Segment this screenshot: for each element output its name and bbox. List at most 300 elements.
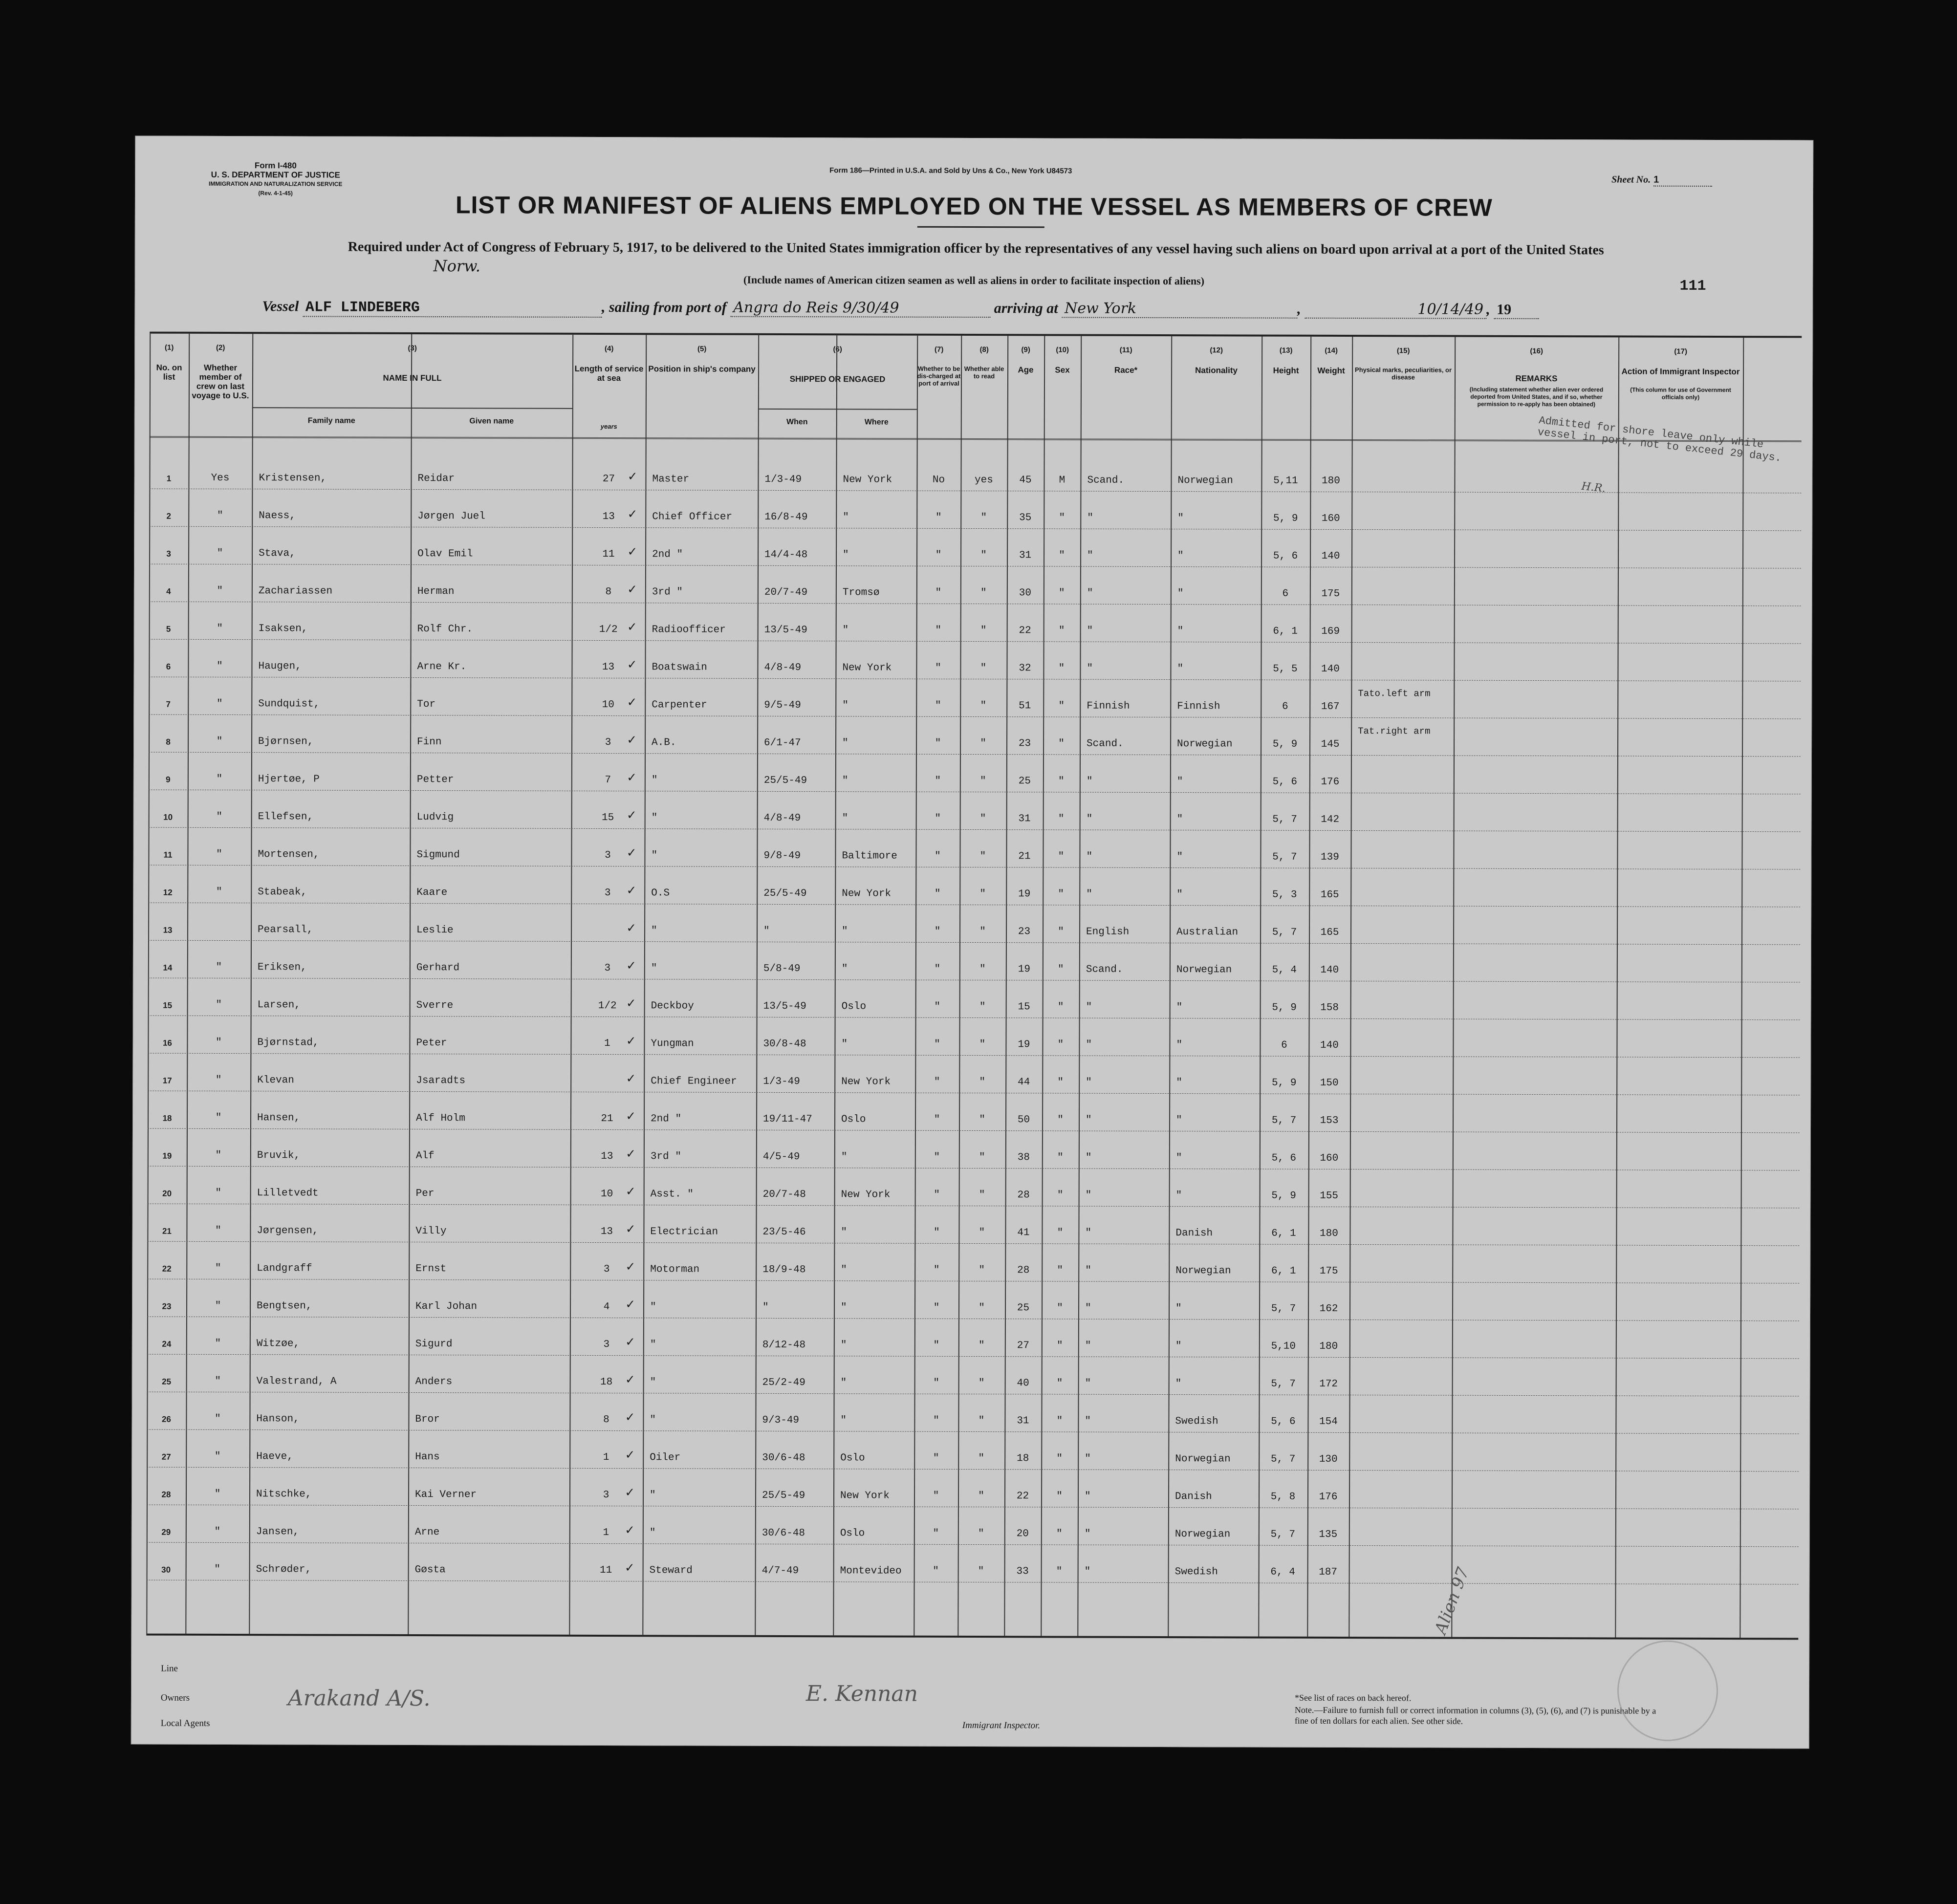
cell-marks <box>1349 1465 1458 1466</box>
cell-given: Petter <box>416 774 454 786</box>
cell-nat: " <box>1176 889 1183 901</box>
year-prefix: 19 <box>1494 302 1539 319</box>
cell-sex: " <box>1056 1491 1063 1502</box>
cell-weight: 172 <box>1319 1378 1338 1390</box>
cell-nat: Norwegian <box>1175 1265 1231 1277</box>
cell-given: Rolf Chr. <box>417 624 473 635</box>
table-row <box>147 1429 1799 1472</box>
cell-no: 15 <box>163 1000 173 1010</box>
cell-sex: " <box>1058 663 1065 674</box>
cell-where: " <box>842 700 848 712</box>
cell-prev: " <box>215 1413 221 1425</box>
cell-race: Scand. <box>1087 738 1124 750</box>
cell-nat: Finnish <box>1177 701 1220 713</box>
cell-weight: 180 <box>1319 1341 1338 1352</box>
cell-age: 31 <box>1017 1415 1029 1427</box>
cell-when: " <box>762 1301 769 1313</box>
cell-disch: " <box>933 1340 940 1351</box>
cell-read: " <box>980 587 987 599</box>
column-header: REMARKS <box>1515 373 1558 384</box>
cell-prev: " <box>215 1262 221 1274</box>
cell-where: Oslo <box>840 1452 865 1464</box>
cell-age: 22 <box>1016 1491 1029 1502</box>
cell-weight: 145 <box>1321 738 1340 750</box>
checkmark: ✓ <box>625 1523 634 1539</box>
cell-race: " <box>1086 1039 1092 1051</box>
cell-read: " <box>980 625 987 637</box>
cell-disch: " <box>933 1565 939 1577</box>
cell-family: Bengtsen, <box>257 1300 312 1312</box>
cell-height: 5, 7 <box>1272 814 1297 825</box>
cell-sex: " <box>1058 888 1065 900</box>
cell-pos: Radioofficer <box>652 624 726 636</box>
cell-marks <box>1351 524 1461 525</box>
cell-height: 5, 9 <box>1273 513 1298 524</box>
cell-race: " <box>1087 550 1093 562</box>
cell-sex: " <box>1057 1265 1064 1277</box>
cell-marks <box>1350 1164 1459 1165</box>
checkmark: ✓ <box>626 1147 635 1163</box>
cell-read: yes <box>975 475 993 486</box>
cell-marks <box>1350 938 1460 939</box>
cell-given: Tor <box>417 699 436 711</box>
cell-disch: " <box>933 1490 939 1502</box>
cell-when: 9/3-49 <box>762 1414 800 1427</box>
cell-when: 25/2-49 <box>762 1377 805 1389</box>
cell-race: " <box>1084 1528 1091 1540</box>
cell-given: Peter <box>416 1038 447 1049</box>
cell-pos: Chief Engineer <box>651 1076 737 1087</box>
cell-height: 5, 6 <box>1271 1152 1297 1164</box>
cell-when: 30/6-48 <box>762 1452 805 1464</box>
cell-read: " <box>980 550 987 562</box>
cell-marks <box>1351 825 1460 826</box>
cell-read: " <box>978 1302 985 1314</box>
cell-given: Ernst <box>415 1263 447 1275</box>
cell-marks <box>1349 1352 1459 1353</box>
cell-marks <box>1349 1540 1458 1541</box>
cell-nat: Danish <box>1175 1228 1213 1239</box>
cell-disch: " <box>933 1528 939 1539</box>
cell-sex: " <box>1058 776 1065 787</box>
checkmark: ✓ <box>626 1335 634 1351</box>
table-row <box>147 1317 1799 1359</box>
cell-sex: " <box>1058 964 1064 975</box>
checkmark: ✓ <box>627 1034 635 1050</box>
cell-where: " <box>841 1151 848 1163</box>
column-number: (2) <box>216 343 225 352</box>
cell-given: Bror <box>415 1414 440 1426</box>
cell-family: Kristensen, <box>259 473 327 484</box>
cell-given: Gerhard <box>416 962 460 974</box>
cell-marks <box>1350 1126 1459 1127</box>
cell-sex: " <box>1056 1566 1063 1578</box>
cell-when: 8/12-48 <box>762 1339 806 1351</box>
cell-where: Oslo <box>841 1114 866 1125</box>
cell-sex: " <box>1057 1227 1064 1239</box>
cell-years: 11 <box>602 549 615 561</box>
checkmark: ✓ <box>628 507 637 523</box>
cell-years: 15 <box>602 812 614 824</box>
cell-pos: Boatswain <box>652 662 707 673</box>
cell-pos: Master <box>652 474 690 485</box>
cell-age: 28 <box>1017 1190 1030 1201</box>
cell-no: 29 <box>161 1527 171 1537</box>
cell-pos: O.S <box>651 887 670 899</box>
cell-sex: " <box>1059 587 1065 599</box>
table-row <box>149 677 1801 719</box>
column-number: (4) <box>604 345 614 353</box>
cell-no: 9 <box>166 775 171 784</box>
cell-family: Landgraff <box>257 1263 312 1275</box>
column-header: Whether to be dis-charged at port of arrival <box>917 365 961 387</box>
cell-years: 8 <box>605 586 612 598</box>
cell-when: 4/7-49 <box>761 1565 799 1577</box>
table-row <box>147 1204 1799 1246</box>
cell-where: " <box>841 1302 847 1314</box>
cell-family: Schrøder, <box>256 1564 312 1576</box>
cell-race: " <box>1087 587 1093 599</box>
cell-nat: Australian <box>1176 927 1239 938</box>
cell-race: Finnish <box>1087 700 1130 712</box>
cell-family: Jansen, <box>256 1526 300 1538</box>
cell-weight: 180 <box>1320 1228 1338 1239</box>
cell-family: Witzøe, <box>256 1338 300 1350</box>
cell-pos: A.B. <box>652 737 676 749</box>
column-header: Whether member of crew on last voyage to U.S. <box>192 363 249 401</box>
cell-no: 22 <box>162 1264 172 1274</box>
cell-weight: 139 <box>1321 851 1339 863</box>
cell-given: Gøsta <box>414 1564 446 1576</box>
cell-nat: " <box>1177 550 1184 562</box>
table-row <box>149 602 1801 644</box>
cell-given: Arne <box>414 1527 440 1538</box>
table-row <box>147 1505 1799 1547</box>
cell-where: " <box>840 1415 847 1427</box>
cell-height: 6, 1 <box>1271 1228 1296 1239</box>
cell-weight: 142 <box>1321 814 1340 825</box>
checkmark: ✓ <box>628 733 636 749</box>
table-row <box>149 526 1801 569</box>
cell-where: " <box>842 775 848 787</box>
cell-age: 21 <box>1018 851 1031 863</box>
cell-sex: " <box>1056 1415 1063 1427</box>
cell-family: Haeve, <box>256 1451 293 1463</box>
cell-when: 4/8-49 <box>763 812 801 824</box>
cell-read: " <box>979 926 986 938</box>
cell-weight: 158 <box>1320 1002 1339 1014</box>
cell-disch: " <box>935 625 941 636</box>
cell-marks <box>1350 1051 1459 1052</box>
cell-read: " <box>980 663 987 674</box>
cell-weight: 165 <box>1320 889 1339 901</box>
checkmark: ✓ <box>626 1298 634 1313</box>
column-subheader: When <box>786 418 808 427</box>
cell-age: 40 <box>1017 1378 1029 1389</box>
cell-given: Karl Johan <box>415 1301 478 1313</box>
cell-prev: Yes <box>211 472 230 484</box>
cell-no: 7 <box>166 699 171 709</box>
cell-prev: " <box>214 1526 221 1537</box>
cell-sex: " <box>1057 1039 1064 1051</box>
cell-disch: " <box>934 1114 940 1125</box>
cell-years: 13 <box>602 662 615 673</box>
table-row <box>148 940 1800 983</box>
cell-weight: 140 <box>1321 550 1340 562</box>
cell-pos: " <box>651 963 657 974</box>
cell-race: " <box>1084 1566 1091 1578</box>
cell-disch: " <box>935 587 942 599</box>
cell-prev: " <box>216 736 223 747</box>
cell-nat: " <box>1177 626 1184 637</box>
cell-no: 28 <box>161 1490 171 1499</box>
cell-height: 5, 7 <box>1270 1529 1296 1540</box>
cell-when: 14/4-48 <box>764 549 808 561</box>
footer-agents: Local Agents <box>160 1718 210 1729</box>
cell-age: 41 <box>1017 1227 1030 1239</box>
column-header: Length of service at sea <box>574 364 644 383</box>
table-row <box>148 1091 1800 1133</box>
cell-years: 3 <box>605 737 611 749</box>
cell-height: 5, 9 <box>1271 1077 1297 1089</box>
column-header: Sex <box>1055 365 1070 375</box>
cell-pos: 2nd " <box>651 1113 682 1125</box>
receipt-stamp <box>1617 1640 1718 1741</box>
cell-when: 18/9-48 <box>762 1264 806 1276</box>
cell-no: 2 <box>166 511 172 521</box>
cell-weight: 130 <box>1319 1453 1338 1465</box>
cell-years: 10 <box>602 699 614 711</box>
cell-family: Klevan <box>257 1075 294 1086</box>
cell-pos: " <box>650 1490 656 1501</box>
cell-given: Per <box>415 1188 435 1200</box>
cell-sex: " <box>1056 1378 1063 1389</box>
cell-weight: 162 <box>1319 1303 1338 1315</box>
checkmark: ✓ <box>626 1260 635 1276</box>
cell-where: New York <box>840 1490 890 1502</box>
cell-sex: " <box>1057 1302 1063 1314</box>
cell-when: 25/5-49 <box>763 887 807 900</box>
cell-disch: No <box>932 474 945 486</box>
sheet-label: Sheet No. <box>1611 174 1651 185</box>
cell-prev: " <box>216 773 223 785</box>
cell-no: 19 <box>162 1151 172 1161</box>
cell-disch: " <box>934 1151 940 1163</box>
column-header: NAME IN FULL <box>383 373 442 383</box>
cell-read: " <box>980 512 987 524</box>
cell-race: " <box>1087 663 1093 674</box>
cell-no: 1 <box>166 474 172 483</box>
cell-weight: 175 <box>1321 588 1340 600</box>
cell-read: " <box>980 700 987 712</box>
cell-prev: " <box>215 1375 221 1387</box>
cell-given: Sverre <box>416 1000 454 1012</box>
cell-height: 6 <box>1282 588 1289 600</box>
cell-nat: " <box>1176 1115 1182 1126</box>
cell-pos: Carpenter <box>652 699 707 711</box>
cell-where: New York <box>841 1076 891 1088</box>
cell-nat: Norwegian <box>1176 964 1232 976</box>
checkmark: ✓ <box>627 959 635 974</box>
table-row <box>148 865 1800 908</box>
table-row <box>148 827 1800 870</box>
cell-pos: 2nd " <box>652 549 683 561</box>
cell-prev: " <box>217 585 223 597</box>
cell-disch: " <box>935 813 941 824</box>
table-row <box>147 1241 1799 1284</box>
cell-when: 13/5-49 <box>763 1000 806 1013</box>
cell-read: " <box>979 964 986 975</box>
sailing-port: Angra do Reis 9/30/49 <box>730 299 990 318</box>
cell-years: 3 <box>603 1490 609 1501</box>
cell-disch: " <box>934 888 941 900</box>
cell-read: " <box>979 1114 985 1126</box>
cell-disch: " <box>934 1076 940 1088</box>
cell-where: " <box>841 1039 848 1050</box>
table-row <box>149 714 1801 757</box>
cell-nat: " <box>1177 588 1184 600</box>
cell-race: English <box>1086 926 1130 938</box>
cell-when: " <box>763 925 770 937</box>
cell-when: 16/8-49 <box>764 511 808 523</box>
cell-nat: " <box>1176 851 1183 863</box>
races-note: *See list of races on back hereof. <box>1294 1692 1412 1703</box>
cell-pos: 3rd " <box>650 1151 681 1163</box>
cell-height: 5,11 <box>1273 475 1298 487</box>
cell-where: Tromsø <box>842 587 880 599</box>
cell-race: " <box>1085 1491 1091 1502</box>
cell-given: Kaare <box>416 887 448 899</box>
checkmark: ✓ <box>625 1561 634 1577</box>
cell-weight: 160 <box>1320 1152 1339 1164</box>
cell-no: 21 <box>162 1226 172 1236</box>
checkmark: ✓ <box>628 583 636 598</box>
column-header: Action of Immigrant Inspector <box>1621 367 1740 377</box>
cell-years: 1/2 <box>599 624 618 636</box>
cell-where: " <box>843 549 849 561</box>
cell-sex: " <box>1058 625 1065 637</box>
cell-disch: " <box>933 1452 939 1464</box>
cell-nat: Swedish <box>1174 1566 1218 1578</box>
checkmark: ✓ <box>628 470 637 485</box>
column-note: (This column for use of Government officials only) <box>1630 386 1731 401</box>
cell-disch: " <box>934 926 941 937</box>
cell-height: 6, 4 <box>1270 1566 1295 1578</box>
checkmark: ✓ <box>627 921 635 937</box>
cell-age: 20 <box>1016 1528 1029 1540</box>
cell-age: 45 <box>1019 475 1032 486</box>
department: U. S. DEPARTMENT OF JUSTICE <box>211 170 340 180</box>
checkmark: ✓ <box>627 771 636 786</box>
cell-given: Sigurd <box>415 1339 453 1350</box>
cell-sex: " <box>1059 512 1065 524</box>
cell-race: " <box>1086 1077 1092 1088</box>
cell-years: 3 <box>605 850 611 862</box>
cell-disch: " <box>933 1415 939 1427</box>
cell-prev: " <box>216 1037 222 1048</box>
cell-no: 6 <box>166 662 171 671</box>
cell-years: 1 <box>603 1527 609 1539</box>
title-rule <box>917 226 1044 228</box>
cell-nat: " <box>1175 1152 1182 1164</box>
column-number: (16) <box>1530 346 1544 356</box>
cell-age: 30 <box>1019 587 1032 599</box>
table-row <box>147 1392 1799 1434</box>
cell-race: " <box>1087 625 1093 637</box>
cell-prev: " <box>214 1488 221 1500</box>
cell-years: 13 <box>602 511 615 523</box>
cell-sex: M <box>1059 475 1065 486</box>
cell-years: 3 <box>603 1339 610 1351</box>
cell-race: Scand. <box>1086 964 1123 975</box>
cell-race: " <box>1086 851 1093 863</box>
cell-age: 19 <box>1018 964 1030 975</box>
cell-disch: " <box>935 700 941 712</box>
cell-prev: " <box>215 1338 221 1349</box>
column-number: (1) <box>164 343 174 352</box>
checkmark: ✓ <box>627 808 636 824</box>
cell-years: 18 <box>600 1377 613 1388</box>
cell-height: 5, 3 <box>1272 889 1297 901</box>
column-number: (9) <box>1021 346 1030 354</box>
cell-family: Stava, <box>259 548 296 560</box>
cell-sex: " <box>1057 1114 1064 1126</box>
cell-where: New York <box>842 888 892 900</box>
cell-nat: " <box>1176 776 1183 788</box>
cell-age: 19 <box>1018 1039 1030 1051</box>
cell-age: 51 <box>1019 700 1031 712</box>
cell-disch: " <box>934 1227 940 1238</box>
cell-marks <box>1351 562 1461 563</box>
cell-weight: 165 <box>1320 927 1339 938</box>
column-header: Physical marks, peculiarities, or disease <box>1355 366 1452 381</box>
cell-family: Sundquist, <box>258 698 320 710</box>
cell-prev: " <box>215 1112 222 1124</box>
column-subheader: Family name <box>307 416 355 425</box>
cell-height: 5, 7 <box>1272 927 1297 938</box>
cell-prev: " <box>215 1074 222 1086</box>
cell-given: Finn <box>417 736 442 748</box>
cell-race: " <box>1086 888 1092 900</box>
cell-nat: " <box>1175 1378 1182 1390</box>
checkmark: ✓ <box>628 695 636 711</box>
cell-weight: 155 <box>1320 1190 1339 1202</box>
column-number: (12) <box>1210 346 1223 355</box>
column-header: Height <box>1273 366 1299 375</box>
cell-read: " <box>980 776 986 787</box>
checkmark: ✓ <box>626 1373 634 1388</box>
cell-read: " <box>978 1227 985 1239</box>
footer-line: Line <box>161 1663 178 1674</box>
page-title: LIST OR MANIFEST OF ALIENS EMPLOYED ON THE VESSEL AS MEMBERS OF CREW <box>455 191 1493 221</box>
cell-given: Jørgen Juel <box>417 511 485 522</box>
cell-age: 23 <box>1018 926 1031 938</box>
table-row <box>147 1542 1799 1585</box>
cell-sex: " <box>1056 1340 1063 1352</box>
cell-when: 4/5-49 <box>762 1151 800 1163</box>
cell-age: 44 <box>1018 1077 1030 1088</box>
cell-given: Reidar <box>417 473 455 485</box>
cell-age: 19 <box>1018 888 1031 900</box>
column-number: (5) <box>697 345 707 353</box>
cell-where: Oslo <box>840 1528 865 1539</box>
cell-sex: " <box>1058 738 1065 750</box>
cell-race: " <box>1085 1152 1092 1164</box>
cell-no: 5 <box>166 624 171 634</box>
cell-years: 13 <box>600 1226 613 1238</box>
checkmark: ✓ <box>626 1222 635 1238</box>
cell-no: 4 <box>166 586 171 596</box>
